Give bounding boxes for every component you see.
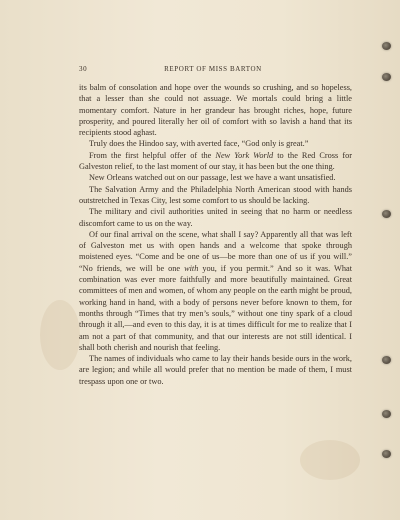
- paragraph: The Salvation Army and the Philadelphia North American stood with hands outstretched in Texas City, lest some comfort to us should be lacking.: [79, 184, 352, 205]
- paragraph: The names of individuals who came to lay their hands beside ours in the work, are legion; and while all would prefer that no mention be made of them, I must trespass upon one or two.: [79, 354, 352, 386]
- paragraph: From the first helpful offer of the New York World to the Red Cross for Galveston relief, to the last moment of our stay, it has been but the one thing.: [79, 150, 352, 172]
- paper-stain: [40, 300, 80, 370]
- binding-hole: [382, 42, 391, 50]
- page-number: 30: [79, 65, 88, 73]
- binding-hole: [382, 410, 391, 418]
- binding-hole: [382, 73, 391, 81]
- paragraph: its balm of consolation and hope over the wounds so crushing, and so hopeless, that a lesser than she could not assuage. We mortals could bring a little momentary comfort. Nature in her grandeur has brought riches, hope, future prosperity, and poured literally her oil of comfort with so lavish a hand that its recipients stood aghast.: [79, 83, 352, 138]
- paragraph: New Orleans watched out on our passage, lest we have a want unsatisfied.: [89, 173, 336, 183]
- binding-hole: [382, 210, 391, 218]
- paper-stain: [300, 440, 360, 480]
- paragraph: Truly does the Hindoo say, with averted face, “God only is great.”: [89, 139, 309, 149]
- binding-hole: [382, 450, 391, 458]
- running-title: REPORT OF MISS BARTON: [164, 65, 262, 73]
- paragraph: Of our final arrival on the scene, what shall I say? Apparently all that was left of Galveston met us with open hands and a welcome that spoke through moistened eyes. “Come and be one of us—be more than one of us if you will.” “No friends, we will be one with you, if you permit.” And so it was. What combination was ever more faithfully and more beautifully maintained. Great committees of men and women, of whom any people on the earth might be proud, working hand in hand, with a body of persons never before known to them, for months through “Times that try men’s souls,” without one tiny spark of a cloud through it all,—and even to this day, it is at times difficult for me to realize that I am not a part of that community, and that our interests are not still identical. I shall both cherish and nourish that feeling.: [79, 229, 353, 352]
- paragraph: The military and civil authorities united in seeing that no harm or needless discomfort came to us on the way.: [79, 207, 352, 228]
- body-text: [79, 82, 352, 387]
- binding-hole: [382, 356, 391, 364]
